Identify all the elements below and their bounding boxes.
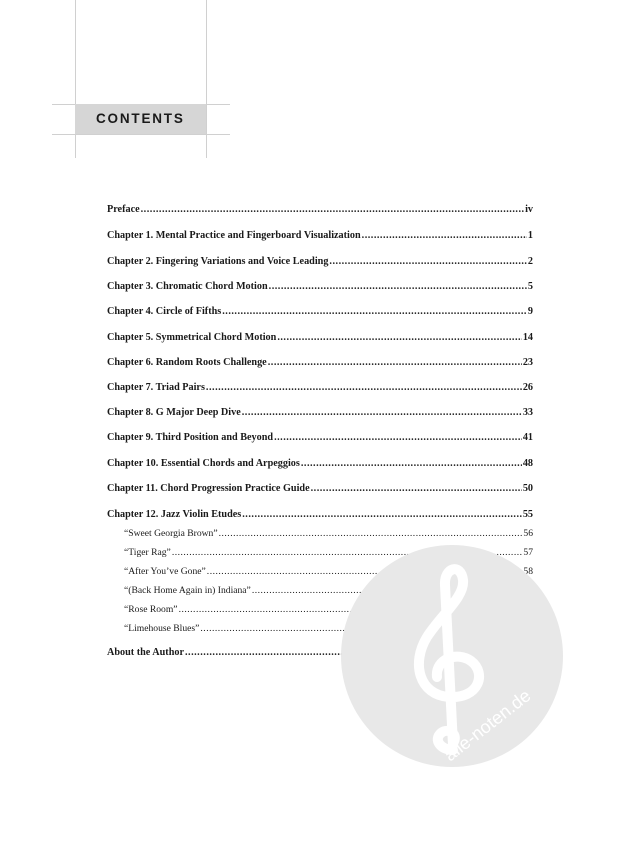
dot-leader [268, 356, 522, 370]
toc-entry-label: Chapter 10. Essential Chords and Arpeggios [107, 458, 300, 469]
dot-leader [219, 527, 523, 541]
dot-leader [301, 457, 522, 471]
watermark [341, 545, 563, 767]
toc-entry-page: 26 [522, 382, 533, 393]
dot-leader [222, 305, 527, 319]
toc-entry-label: Chapter 4. Circle of Fifths [107, 306, 222, 317]
toc-entry[interactable] [107, 457, 533, 471]
toc-entry[interactable] [107, 280, 533, 294]
dot-leader [242, 508, 522, 522]
toc-entry-label: Chapter 12. Jazz Violin Etudes [107, 509, 242, 520]
toc-entry-page: 1 [527, 230, 533, 241]
toc-entry-page: 2 [527, 256, 533, 267]
toc-entry[interactable] [107, 203, 533, 217]
toc-entry-label: Chapter 7. Triad Pairs [107, 382, 205, 393]
toc-sub-entry-page: 58 [523, 566, 533, 577]
toc-entry-label: Chapter 6. Random Roots Challenge [107, 357, 267, 368]
guide-line [52, 134, 230, 135]
toc-entry[interactable] [107, 482, 533, 496]
watermark-text: alle-noten.de [440, 685, 535, 766]
toc-sub-entry-label: “Limehouse Blues” [124, 623, 200, 634]
toc-sub-entry-label: “Rose Room” [124, 604, 178, 615]
toc-entry[interactable] [107, 431, 533, 445]
toc-entry-page: 33 [522, 407, 533, 418]
toc-entry[interactable] [107, 356, 533, 370]
dot-leader [311, 482, 522, 496]
dot-leader [141, 203, 524, 217]
toc-entry-page: 5 [527, 281, 533, 292]
dot-leader [277, 331, 522, 345]
toc-entry-label: Chapter 8. G Major Deep Dive [107, 407, 241, 418]
toc-entry[interactable] [107, 255, 533, 269]
toc-entry[interactable] [107, 508, 533, 522]
toc-entry-label: Chapter 5. Symmetrical Chord Motion [107, 332, 277, 343]
toc-sub-entry-label: “After You’ve Gone” [124, 566, 206, 577]
toc-entry-page: 23 [522, 357, 533, 368]
toc-entry-page: 9 [527, 306, 533, 317]
watermark-graphic [341, 545, 563, 767]
toc-sub-entry-page: 56 [523, 528, 533, 539]
toc-entry-label: Chapter 9. Third Position and Beyond [107, 432, 274, 443]
toc-entry-page: 50 [522, 483, 533, 494]
toc-entry-page: 14 [522, 332, 533, 343]
toc-sub-entry-label: “Tiger Rag” [124, 547, 171, 558]
dot-leader [242, 406, 522, 420]
dot-leader [206, 381, 522, 395]
dot-leader [269, 280, 527, 294]
toc-entry-label: Chapter 1. Mental Practice and Fingerboard Visualization [107, 230, 361, 241]
dot-leader [274, 431, 522, 445]
toc-entry[interactable] [107, 229, 533, 243]
toc-sub-entry-label: “Sweet Georgia Brown” [124, 528, 218, 539]
toc-entry-label: Chapter 11. Chord Progression Practice Guide [107, 483, 310, 494]
toc-entry[interactable] [107, 305, 533, 319]
toc-entry[interactable] [107, 381, 533, 395]
toc-entry[interactable] [107, 331, 533, 345]
toc-entry-page: 41 [522, 432, 533, 443]
toc-entry-label: Chapter 2. Fingering Variations and Voice Leading [107, 256, 329, 267]
toc-sub-entry-page: 57 [523, 547, 533, 558]
toc-entry-label: About the Author [107, 647, 184, 658]
dot-leader [329, 255, 526, 269]
toc-entry-label: Preface [107, 204, 140, 215]
toc-entry[interactable] [107, 406, 533, 420]
dot-leader [362, 229, 527, 243]
contents-heading: CONTENTS [96, 111, 185, 126]
toc-entry-page: 48 [522, 458, 533, 469]
toc-entry-page: 55 [522, 509, 533, 520]
toc-sub-entry[interactable] [124, 527, 533, 541]
toc-entry-label: Chapter 3. Chromatic Chord Motion [107, 281, 268, 292]
toc-sub-entry-label: “(Back Home Again in) Indiana” [124, 585, 251, 596]
toc-entry-page: iv [525, 204, 533, 215]
